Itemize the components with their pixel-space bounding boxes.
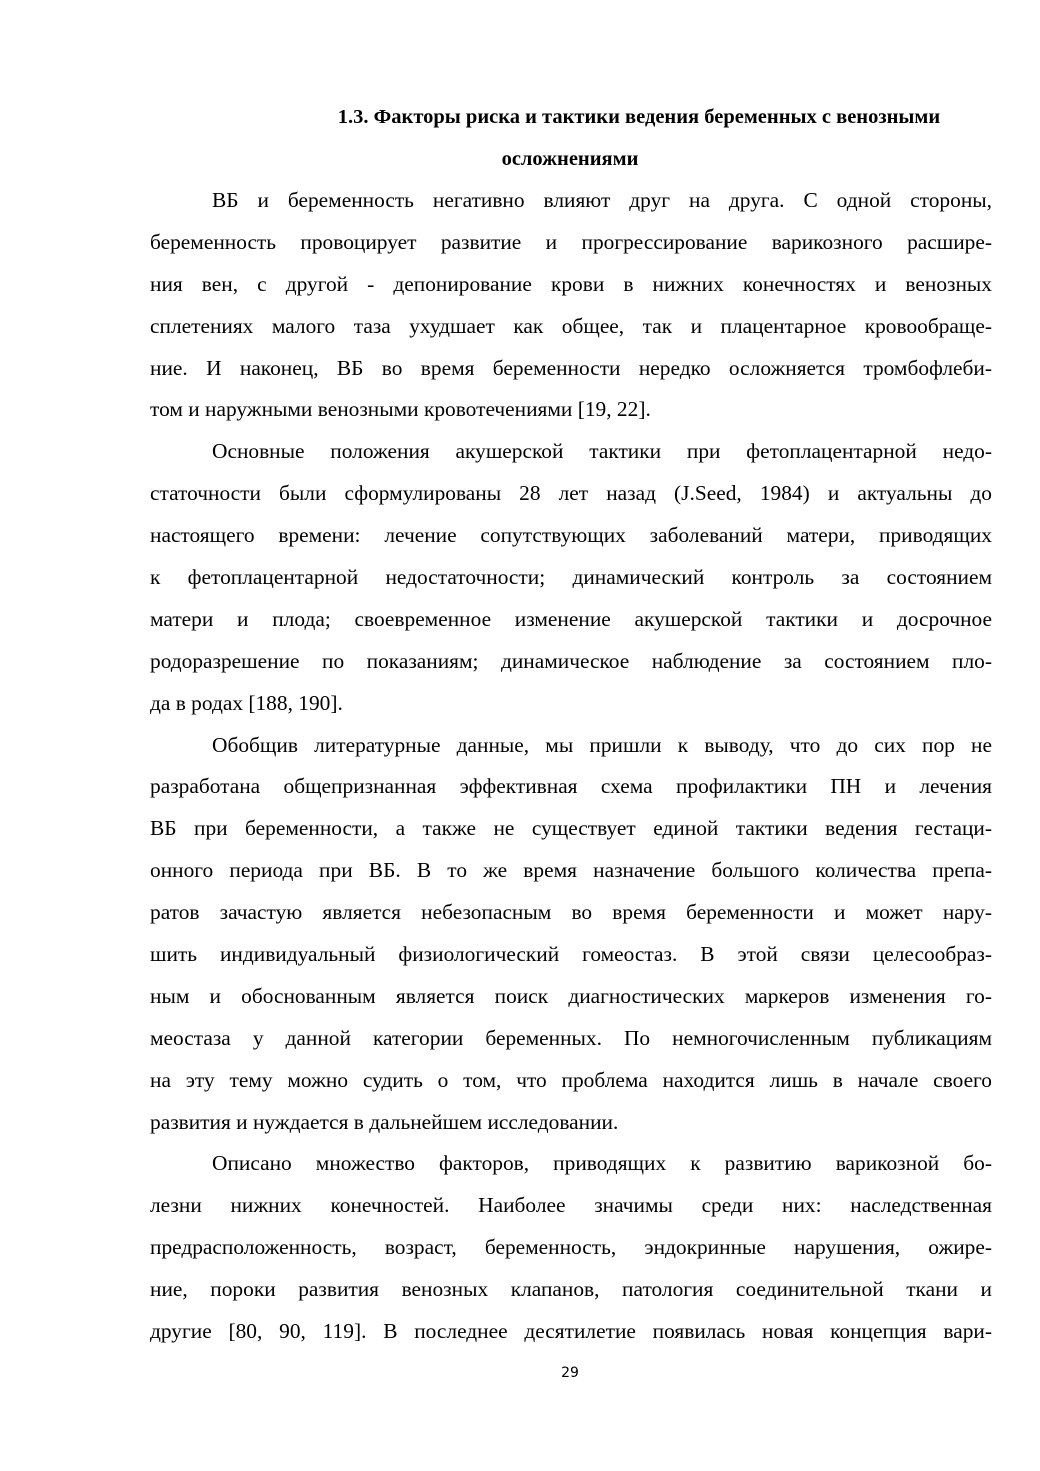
paragraph [150, 180, 992, 431]
text-line: онного периода при ВБ. В то же время назначение большого количества препа- [150, 858, 992, 883]
text-line: да в родах [188, 190]. [150, 690, 343, 715]
text-line: настоящего времени: лечение сопутствующих заболеваний матери, приводящих [150, 523, 992, 548]
text-line: Обобщив литературные данные, мы пришли к выводу, что до сих пор не [212, 732, 992, 757]
text-line: другие [80, 90, 119]. В последнее десятилетие появилась новая концепция вари- [150, 1319, 992, 1344]
section-heading-line: 1.3. Факторы риска и тактики ведения беременных с венозными [337, 106, 941, 128]
text-line: родоразрешение по показаниям; динамическое наблюдение за состоянием пло- [150, 648, 992, 673]
text-line: к фетоплацентарной недостаточности; динамический контроль за состоянием [150, 565, 992, 590]
text-line: ния вен, с другой - депонирование крови в нижних конечностях и венозных [150, 271, 992, 296]
text-line: меостаза у данной категории беременных. По немногочисленным публикациям [150, 1025, 992, 1050]
paragraph [150, 1143, 992, 1352]
section-heading [150, 96, 990, 180]
body-text [150, 180, 992, 1353]
text-line: ратов зачастую является небезопасным во время беременности и может нару- [150, 900, 992, 925]
text-line: ным и обоснованным является поиск диагностических маркеров изменения го- [150, 983, 992, 1008]
text-line: статочности были сформулированы 28 лет назад (J.Seed, 1984) и актуальны до [150, 481, 992, 506]
section-heading-line: осложнениями [501, 148, 639, 170]
paragraph [150, 725, 992, 1144]
text-line: Описано множество факторов, приводящих к развитию варикозной бо- [212, 1151, 992, 1176]
text-line: ВБ при беременности, а также не существует единой тактики ведения гестаци- [150, 816, 992, 841]
text-line: лезни нижних конечностей. Наиболее значимы среди них: наследственная [150, 1193, 992, 1218]
text-line: разработана общепризнанная эффективная схема профилактики ПН и лечения [150, 774, 992, 799]
text-line: ние, пороки развития венозных клапанов, патология соединительной ткани и [150, 1277, 992, 1302]
text-line: матери и плода; своевременное изменение акушерской тактики и досрочное [150, 606, 992, 631]
text-line: на эту тему можно судить о том, что проблема находится лишь в начале своего [150, 1067, 992, 1092]
text-line: ние. И наконец, ВБ во время беременности нередко осложняется тромбофлеби- [150, 355, 992, 380]
text-line: предрасположенность, возраст, беременность, эндокринные нарушения, ожире- [150, 1235, 992, 1260]
text-line: беременность провоцирует развитие и прогрессирование варикозного расшире- [150, 229, 992, 254]
text-line: шить индивидуальный физиологический гомеостаз. В этой связи целесообраз- [150, 942, 992, 967]
text-line: ВБ и беременность негативно влияют друг на друга. С одной стороны, [212, 188, 992, 212]
page-number: 29 [561, 1365, 579, 1381]
text-line: том и наружными венозными кровотечениями [19, 22]. [150, 397, 651, 422]
text-line: сплетениях малого таза ухудшает как общее, так и плацентарное кровообраще- [150, 313, 992, 338]
text-line: развития и нуждается в дальнейшем исследовании. [150, 1109, 619, 1134]
text-line: Основные положения акушерской тактики при фетоплацентарной недо- [212, 439, 992, 464]
paragraph [150, 431, 992, 724]
